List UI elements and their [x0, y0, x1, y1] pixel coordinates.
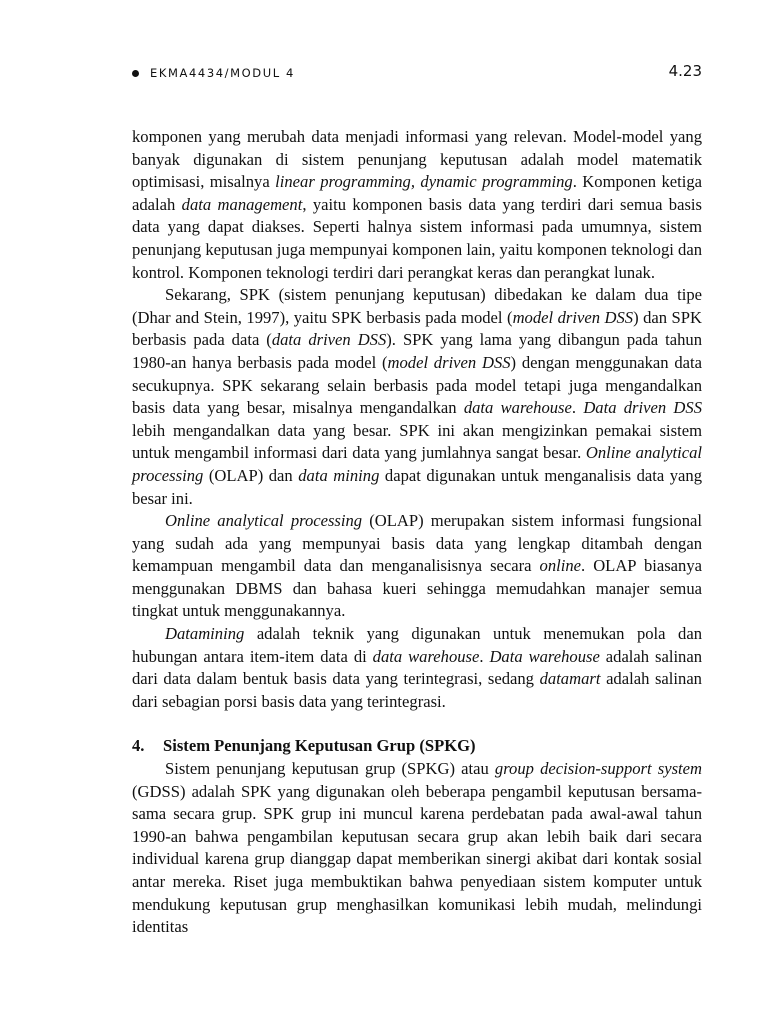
running-header — [132, 62, 702, 84]
page-number: 4.23 — [668, 62, 702, 80]
paragraph-1: komponen yang merubah data menjadi informasi yang relevan. Model-model yang banyak digunakan di sistem penunjang keputusan adalah model matematik optimisasi, misalnya linear programming, dynamic programming. Komponen ketiga adalah data management, yaitu komponen basis data yang terdiri dari semua basis data yang dapat diakses. Seperti halnya sistem informasi pada umumnya, sistem penunjang keputusan juga mempunyai komponen lain, yaitu komponen teknologi dan kontrol. Komponen teknologi terdiri dari perangkat keras dan perangkat lunak. — [132, 127, 703, 282]
section-number: 4. — [132, 736, 145, 756]
body-text — [132, 126, 702, 939]
paragraph-4: Datamining adalah teknik yang digunakan untuk menemukan pola dan hubungan antara item-item data di data warehouse. Data warehouse adalah salinan dari data dalam bentuk basis data yang terintegrasi, sedang datamart adalah salinan dari sebagian porsi basis data yang terintegrasi. — [132, 624, 703, 711]
paragraph-3: Online analytical processing (OLAP) merupakan sistem informasi fungsional yang sudah ada yang mempunyai basis data yang lengkap ditambah dengan kemampuan mengambil data dan menganalisisnya secara online. OLAP biasanya menggunakan DBMS dan bahasa kueri sehingga memudahkan manajer semua tingkat untuk menggunakannya. — [132, 511, 702, 621]
section-title: Sistem Penunjang Keputusan Grup (SPKG) — [163, 736, 476, 756]
bullet-icon — [132, 70, 139, 77]
module-label: EKMA4434/MODUL 4 — [150, 66, 295, 80]
section-heading — [132, 735, 702, 758]
paragraph-5: Sistem penunjang keputusan grup (SPKG) atau group decision-support system (GDSS) adalah SPK yang digunakan oleh beberapa pengambil keputusan bersama-sama secara grup. SPK grup ini muncul karena perdebatan pada awal-awal tahun 1990-an bahwa pengambilan keputusan secara grup akan lebih baik dari secara individual karena grup dianggap dapat memberikan sinergi akibat dari kontak sosial antar mereka. Riset juga membuktikan bahwa penyediaan sistem komputer untuk mendukung keputusan grup menghasilkan komunikasi lebih mudah, melindungi identitas — [132, 759, 702, 937]
paragraph-2: Sekarang, SPK (sistem penunjang keputusan) dibedakan ke dalam dua tipe (Dhar and Stein, 1997), yaitu SPK berbasis pada model (model driven DSS) dan SPK berbasis pada data (data driven DSS). SPK yang lama yang dibangun pada tahun 1980-an hanya berbasis pada model (model driven DSS) dengan menggunakan data secukupnya. SPK sekarang selain berbasis pada model tetapi juga mengandalkan basis data yang besar, misalnya mengandalkan data warehouse. Data driven DSS lebih mengandalkan data yang besar. SPK ini akan mengizinkan pemakai sistem untuk mengambil informasi dari data yang jumlahnya sangat besar. Online analytical processing (OLAP) dan data mining dapat digunakan untuk menganalisis data yang besar ini. — [132, 285, 703, 508]
